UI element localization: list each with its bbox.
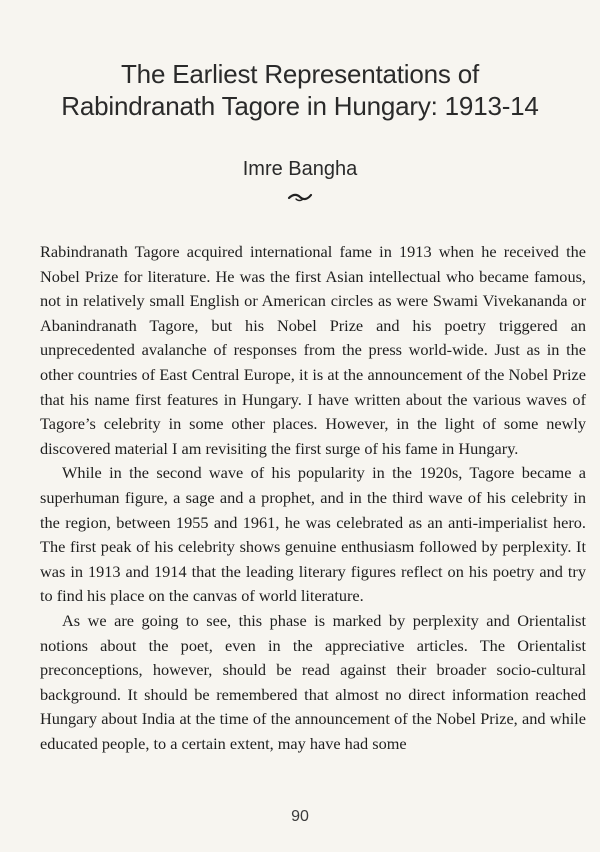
body-paragraph-1: Rabindranath Tagore acquired international fame in 1913 when he received the Nobel Prize for literature. He was the first Asian intellectual who became famous, not in relatively small English or American circles as were Swami Vivekananda or Abanindranath Tagore, but his Nobel Prize and his poetry triggered an unprecedented avalanche of responses from the press world-wide. Just as in the other countries of East Central Europe, it is at the announcement of the Nobel Prize that his name first features in Hungary. I have written about the various waves of Tagore’s celebrity in some other places. However, in the light of some newly discovered material I am revisiting the first surge of his fame in Hungary. — [40, 242, 586, 458]
swash-ornament-icon — [287, 191, 313, 203]
chapter-title-line-1: The Earliest Representations of — [121, 59, 479, 89]
chapter-title — [0, 58, 600, 122]
chapter-title-line-2: Rabindranath Tagore in Hungary: 1913-14 — [61, 91, 539, 121]
chapter-body — [40, 240, 586, 756]
page-number: 90 — [291, 808, 309, 825]
chapter-author: Imre Bangha — [242, 158, 358, 180]
body-paragraph-3: As we are going to see, this phase is marked by perplexity and Orientalist notions about the poet, even in the appreciative articles. The Orientalist preconceptions, however, should be read against their broader socio-cultural background. It should be remembered that almost no direct information reached Hungary about India at the time of the announcement of the Nobel Prize, and while educated people, to a certain extent, may have had some — [40, 610, 586, 753]
body-paragraph-2: While in the second wave of his popularity in the 1920s, Tagore became a superhuman figure, a sage and a prophet, and in the third wave of his celebrity in the region, between 1955 and 1961, he was celebrated as an anti-imperialist hero. The first peak of his celebrity shows genuine enthusiasm followed by perplexity. It was in 1913 and 1914 that the leading literary figures reflect on his poetry and try to find his place on the canvas of world literature. — [40, 463, 586, 606]
